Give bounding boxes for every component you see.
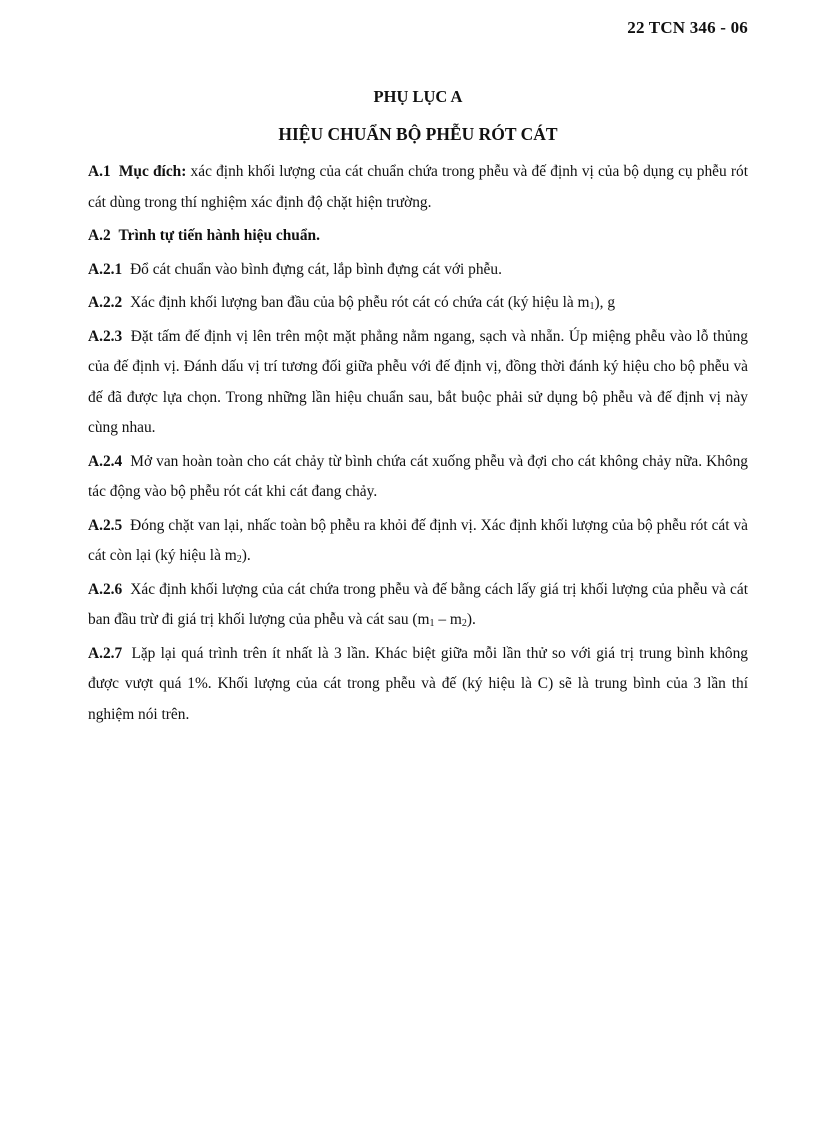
section-a22-label: A.2.2 bbox=[88, 294, 123, 311]
section-a1-text: xác định khối lượng của cát chuẩn chứa trong phễu và đế định vị của bộ dụng cụ phễu rót cát dùng trong thí nghiệm xác định độ chặt hiện trường. bbox=[88, 163, 749, 211]
section-a1-label: A.1 bbox=[88, 163, 111, 180]
section-a25-label: A.2.5 bbox=[88, 516, 123, 534]
section-a26-label: A.2.6 bbox=[88, 580, 123, 598]
section-a21 bbox=[88, 255, 748, 286]
section-a23 bbox=[88, 322, 748, 444]
section-a26-text: Xác định khối lượng của cát chứa trong phễu và đế bằng cách lấy giá trị khối lượng của phễu và cát ban đầu trừ đi giá trị khối lượng của phễu và cát sau (m bbox=[88, 580, 748, 628]
section-a24-text: Mở van hoàn toàn cho cát chảy từ bình chứa cát xuống phễu và đợi cho cát không chảy nữa. Không tác động vào bộ phễu rót cát khi cát đang chảy. bbox=[88, 452, 748, 500]
section-a21-text: Đổ cát chuẩn vào bình đựng cát, lắp bình đựng cát với phễu. bbox=[130, 260, 502, 278]
section-a27 bbox=[88, 639, 748, 731]
section-a24 bbox=[88, 447, 748, 508]
appendix-subtitle: HIỆU CHUẨN BỘ PHỄU RÓT CÁT bbox=[278, 124, 558, 144]
document-code: 22 TCN 346 - 06 bbox=[627, 18, 748, 37]
section-a1 bbox=[88, 157, 748, 218]
section-a22-text: Xác định khối lượng ban đầu của bộ phễu rót cát có chứa cát (ký hiệu là m bbox=[130, 294, 590, 311]
section-a24-label: A.2.4 bbox=[88, 452, 123, 470]
section-a2 bbox=[88, 221, 748, 252]
section-a25-subscript: 2 bbox=[236, 554, 242, 565]
section-a25-text-end: ). bbox=[241, 547, 251, 564]
section-a21-label: A.2.1 bbox=[88, 260, 123, 278]
section-a25-text: Đóng chặt van lại, nhấc toàn bộ phễu ra khỏi đế định vị. Xác định khối lượng của bộ phễu rót cát và cát còn lại (ký hiệu là m bbox=[88, 516, 748, 564]
section-a26-subscript-2: 2 bbox=[461, 618, 467, 629]
section-a26 bbox=[88, 575, 748, 636]
section-a22-subscript: 1 bbox=[589, 301, 595, 312]
section-a27-label: A.2.7 bbox=[88, 644, 123, 662]
section-a22 bbox=[88, 288, 748, 319]
section-a22-text-end: ), g bbox=[594, 294, 616, 311]
section-a23-label: A.2.3 bbox=[88, 327, 123, 345]
appendix-title: PHỤ LỤC A bbox=[373, 87, 463, 106]
section-a27-text: Lặp lại quá trình trên ít nhất là 3 lần. Khác biệt giữa mỗi lần thử so với giá trị trung bình không được vượt quá 1%. Khối lượng của cát trong phễu và đế (ký hiệu là C) sẽ là trung bình của 3 lần thí nghiệm nói trên. bbox=[88, 644, 748, 723]
section-a26-subscript-1: 1 bbox=[429, 618, 435, 629]
section-a26-text-mid: – m bbox=[434, 611, 462, 628]
section-a2-label: A.2 bbox=[88, 227, 111, 244]
section-a23-text: Đặt tấm đế định vị lên trên một mặt phẳng nằm ngang, sạch và nhẵn. Úp miệng phễu vào lỗ thủng của đế định vị. Đánh dấu vị trí tương đối giữa phễu với đế định vị, đồng thời đánh ký hiệu cho bộ phễu và đế đã được lựa chọn. Trong những lần hiệu chuẩn sau, bắt buộc phải sử dụng bộ phễu và đế định vị này cùng nhau. bbox=[88, 327, 748, 436]
section-a25 bbox=[88, 511, 748, 572]
section-a1-heading: Mục đích: bbox=[118, 163, 187, 180]
section-a2-heading: Trình tự tiến hành hiệu chuẩn. bbox=[118, 227, 320, 244]
document-body bbox=[88, 157, 748, 733]
title-block bbox=[88, 86, 748, 145]
section-a26-text-end: ). bbox=[466, 611, 476, 628]
